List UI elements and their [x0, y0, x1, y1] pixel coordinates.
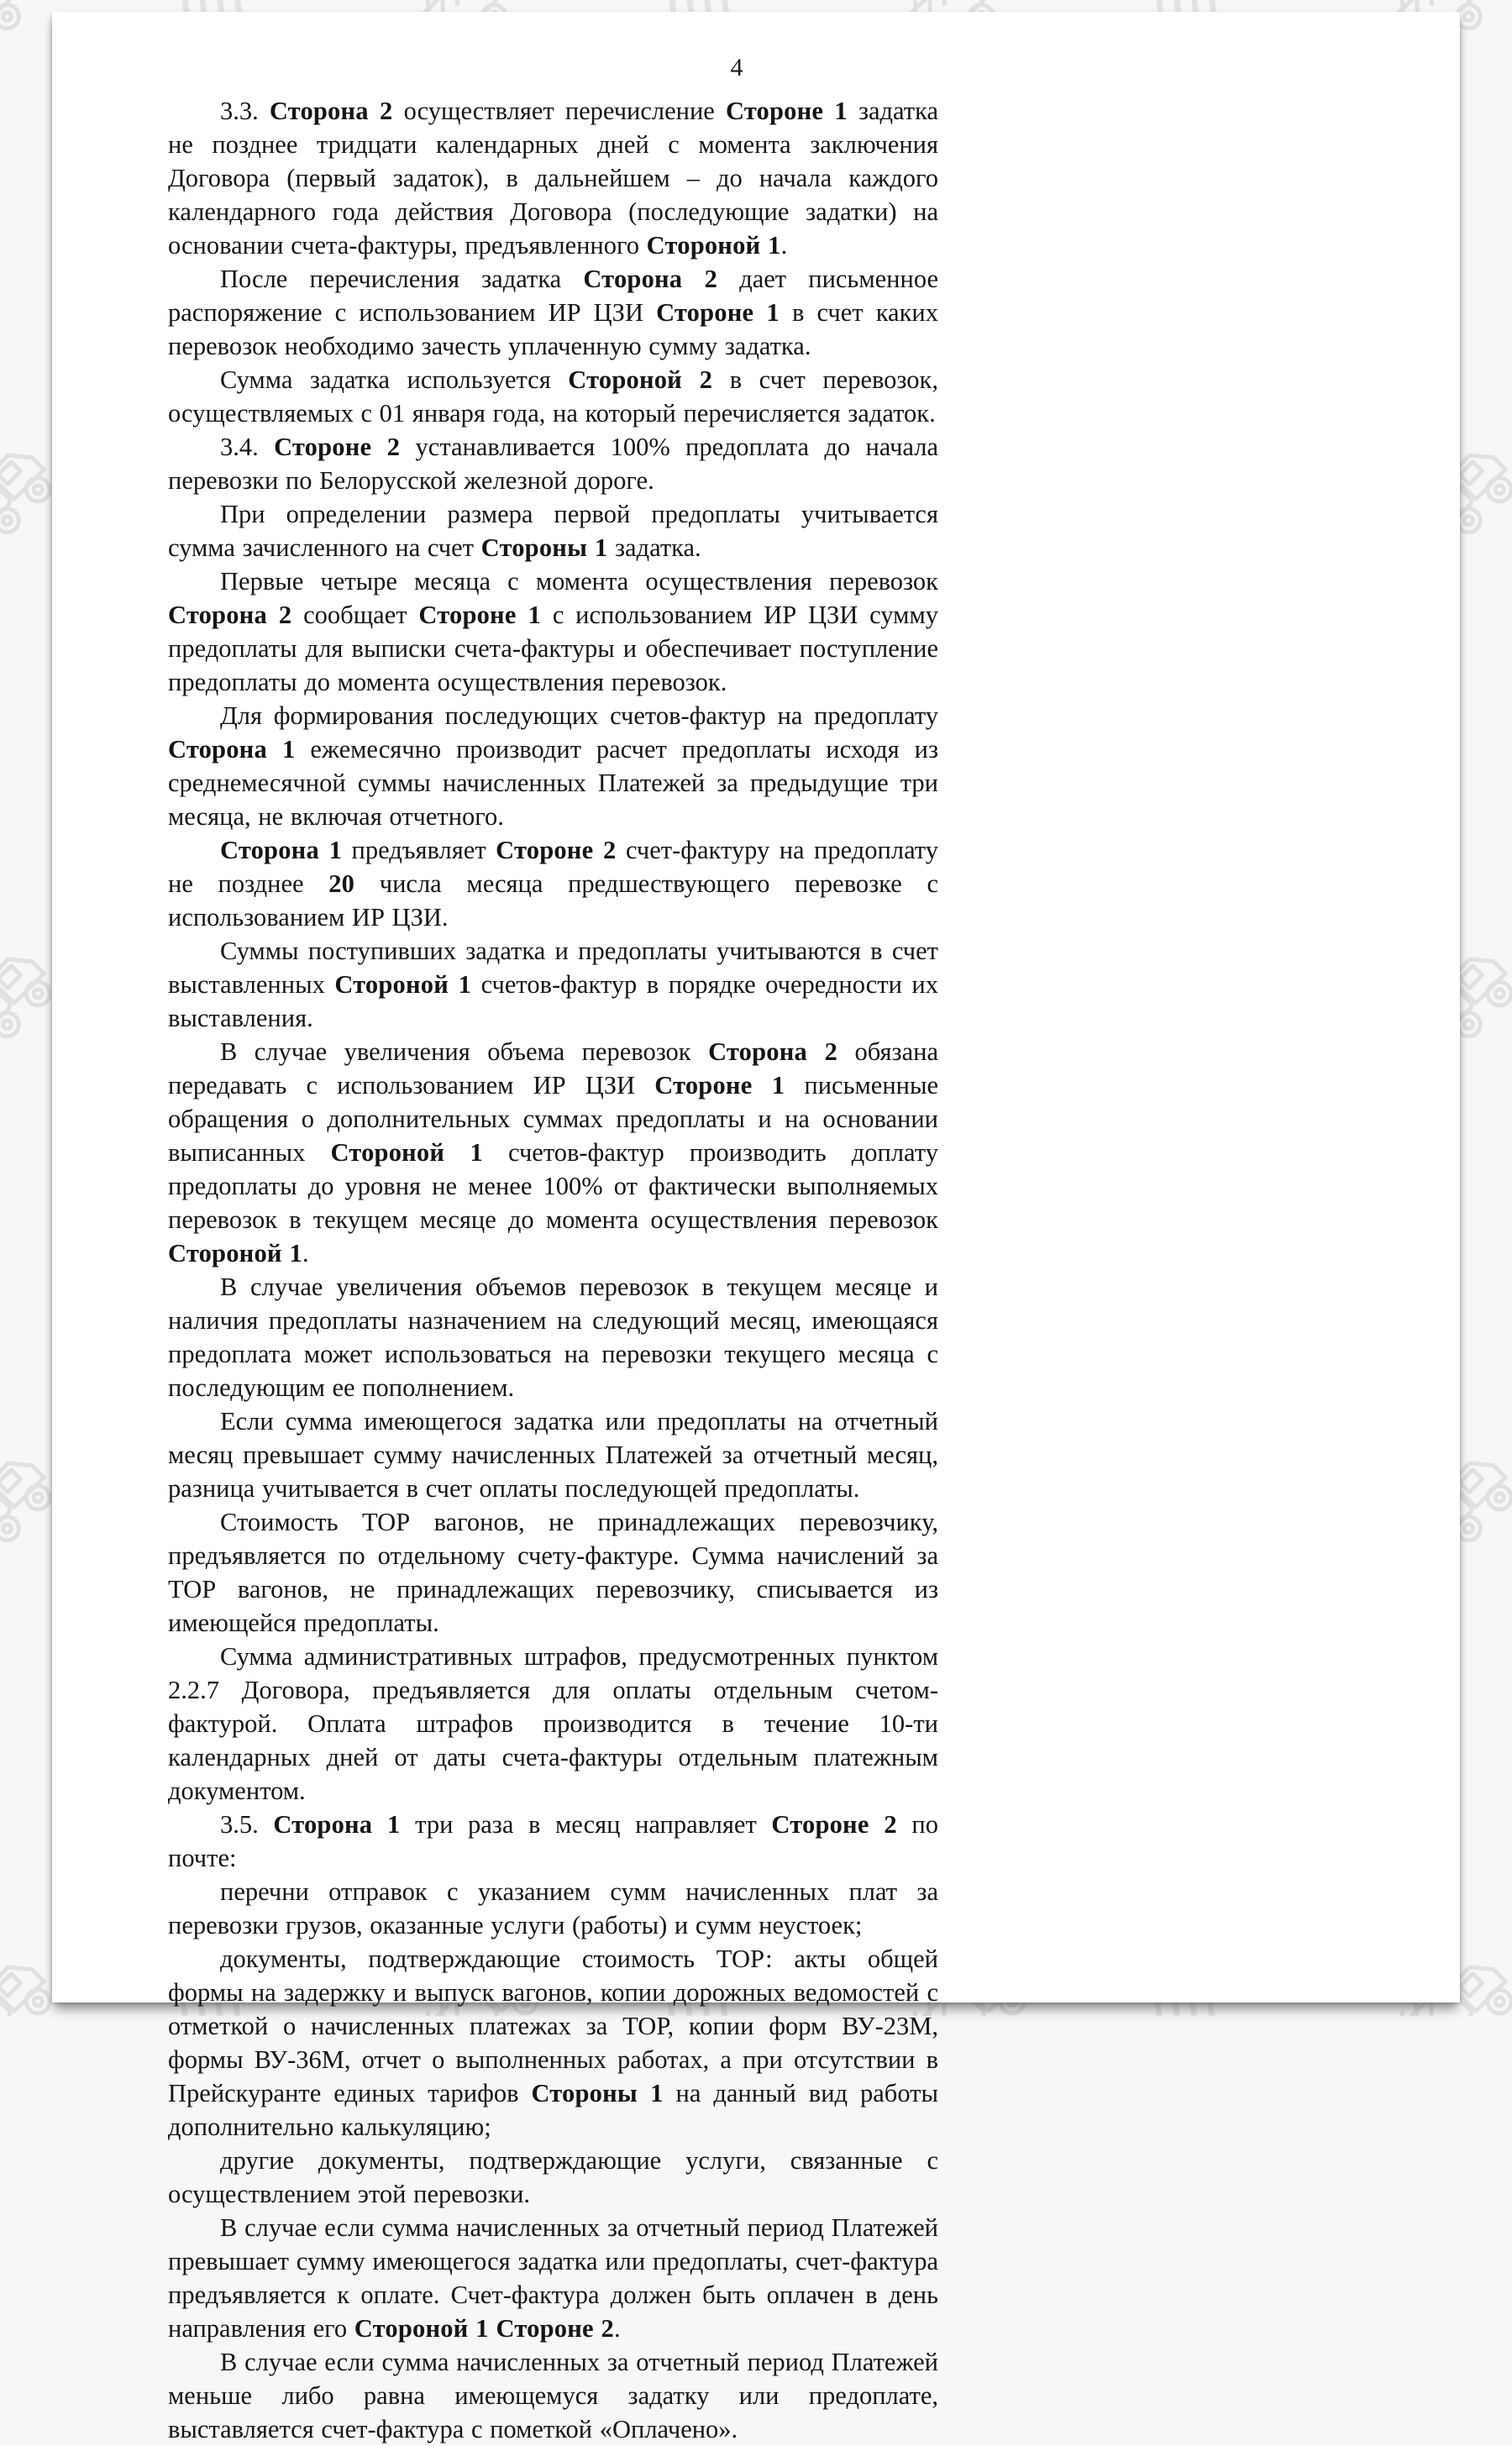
page-number: 4	[730, 54, 743, 81]
paragraph: 3.3. Сторона 2 осуществляет перечисление Стороне 1 задатка не позднее тридцати календарных дней с момента заключения Договора (первый задаток), в дальнейшем – до начала каждого календарного года действия Договора (последующие задатки) на основании счета-фактуры, предъявленного Стороной 1.	[168, 97, 939, 260]
paragraph: В случае увеличения объемов перевозок в текущем месяце и наличия предоплаты назначением на следующий месяц, имеющаяся предоплата может использоваться на перевозки текущего месяца с последующим ее пополнением.	[168, 1273, 938, 1402]
paragraph: Сумма задатка используется Стороной 2 в счет перевозок, осуществляемых с 01 января года, на который перечисляется задаток.	[168, 365, 938, 428]
hatch-watermark-icon	[1498, 705, 1512, 811]
hatch-watermark-icon	[1498, 1209, 1512, 1315]
paragraph: Сумма административных штрафов, предусмотренных пунктом 2.2.7 Договора, предъявляется для оплаты отдельным счетом-фактурой. Оплата штрафов производится в течение 10-ти календарных дней от даты счета-фактуры отдельным платежным документом.	[168, 1642, 938, 1805]
paragraph: Если сумма имеющегося задатка или предоплаты на отчетный месяц превышает сумму начисленных Платежей за отчетный месяц, разница учитывается в счет оплаты последующей предоплаты.	[168, 1407, 938, 1503]
paragraph: В случае если сумма начисленных за отчетный период Платежей превышает сумму имеющегося задатка или предоплаты, счет-фактура предъявляется к оплате. Счет-фактура должен быть оплачен в день направления его Стороной 1 Стороне 2.	[168, 2213, 938, 2343]
paragraph: При определении размера первой предоплаты учитывается сумма зачисленного на счет Стороны 1 задатка.	[168, 500, 938, 562]
paragraph: Первые четыре месяца с момента осуществления перевозок Сторона 2 сообщает Стороне 1 с использованием ИР ЦЗИ сумму предоплаты для выписки счета-фактуры и обеспечивает поступление предоплаты до момента осуществления перевозок.	[168, 567, 938, 696]
paragraph: другие документы, подтверждающие услуги, связанные с осуществлением этой перевозки.	[168, 2146, 938, 2208]
paragraph: В случае увеличения объема перевозок Сторона 2 обязана передавать с использованием ИР ЦЗИ Стороне 1 письменные обращения о дополнительных суммах предоплаты и на основании выписанных Стороной 1 счетов-фактур производить доплату предоплаты до уровня не менее 100% от фактически выполняемых перевозок в текущем месяце до момента осуществления перевозок Стороной 1.	[168, 1037, 939, 1268]
paragraph: Сторона 1 предъявляет Стороне 2 счет-фактуру на предоплату не позднее 20 числа месяца предшествующего перевозке с использованием ИР ЦЗИ.	[168, 836, 938, 932]
truck-watermark-icon	[0, 937, 60, 1075]
paragraph: документы, подтверждающие стоимость ТОР: акты общей формы на задержку и выпуск вагонов, копии дорожных ведомостей с отметкой о начисленных платежах за ТОР, копии форм ВУ-23М, формы ВУ-36М, отчет о выполненных работах, а при отсутствии в Прейскуранте единых тарифов Стороны 1 на данный вид работы дополнительно калькуляцию;	[168, 1945, 938, 2141]
document-sheet	[52, 12, 1460, 2443]
hatch-watermark-icon	[1498, 1713, 1512, 1819]
paragraph: После перечисления задатка Сторона 2 дает письменное распоряжение с использованием ИР ЦЗИ Стороне 1 в счет каких перевозок необходимо зачесть уплаченную сумму задатка.	[168, 265, 938, 360]
truck-watermark-icon	[0, 1945, 60, 2016]
paragraph: Суммы поступивших задатка и предоплаты учитываются в счет выставленных Стороной 1 счетов-фактур в порядке очередности их выставления.	[168, 937, 938, 1032]
truck-watermark-icon	[0, 0, 60, 68]
hatch-watermark-icon	[1498, 201, 1512, 307]
paragraph: Стоимость ТОР вагонов, не принадлежащих перевозчику, предъявляется по отдельному счету-фактуре. Сумма начислений за ТОР вагонов, не принадлежащих перевозчику, списывается из имеющейся предоплаты.	[168, 1508, 938, 1637]
paragraph: В случае если сумма начисленных за отчетный период Платежей меньше либо равна имеющемуся задатку или предоплате, выставляется счет-фактура с пометкой «Оплачено».	[168, 2348, 938, 2443]
truck-watermark-icon	[0, 433, 60, 571]
document-body	[168, 94, 938, 2446]
paragraph: 3.4. Стороне 2 устанавливается 100% предоплата до начала перевозки по Белорусской железной дороге.	[168, 433, 938, 495]
paragraph: 3.5. Сторона 1 три раза в месяц направляет Стороне 2 по почте:	[168, 1810, 939, 1872]
paragraph: Для формирования последующих счетов-фактур на предоплату Сторона 1 ежемесячно производит расчет предоплаты исходя из среднемесячной суммы начисленных Платежей за предыдущие три месяца, не включая отчетного.	[168, 701, 938, 831]
paragraph: перечни отправок с указанием сумм начисленных плат за перевозки грузов, оказанные услуги (работы) и сумм неустоек;	[168, 1877, 938, 1939]
truck-watermark-icon	[0, 1441, 60, 1579]
